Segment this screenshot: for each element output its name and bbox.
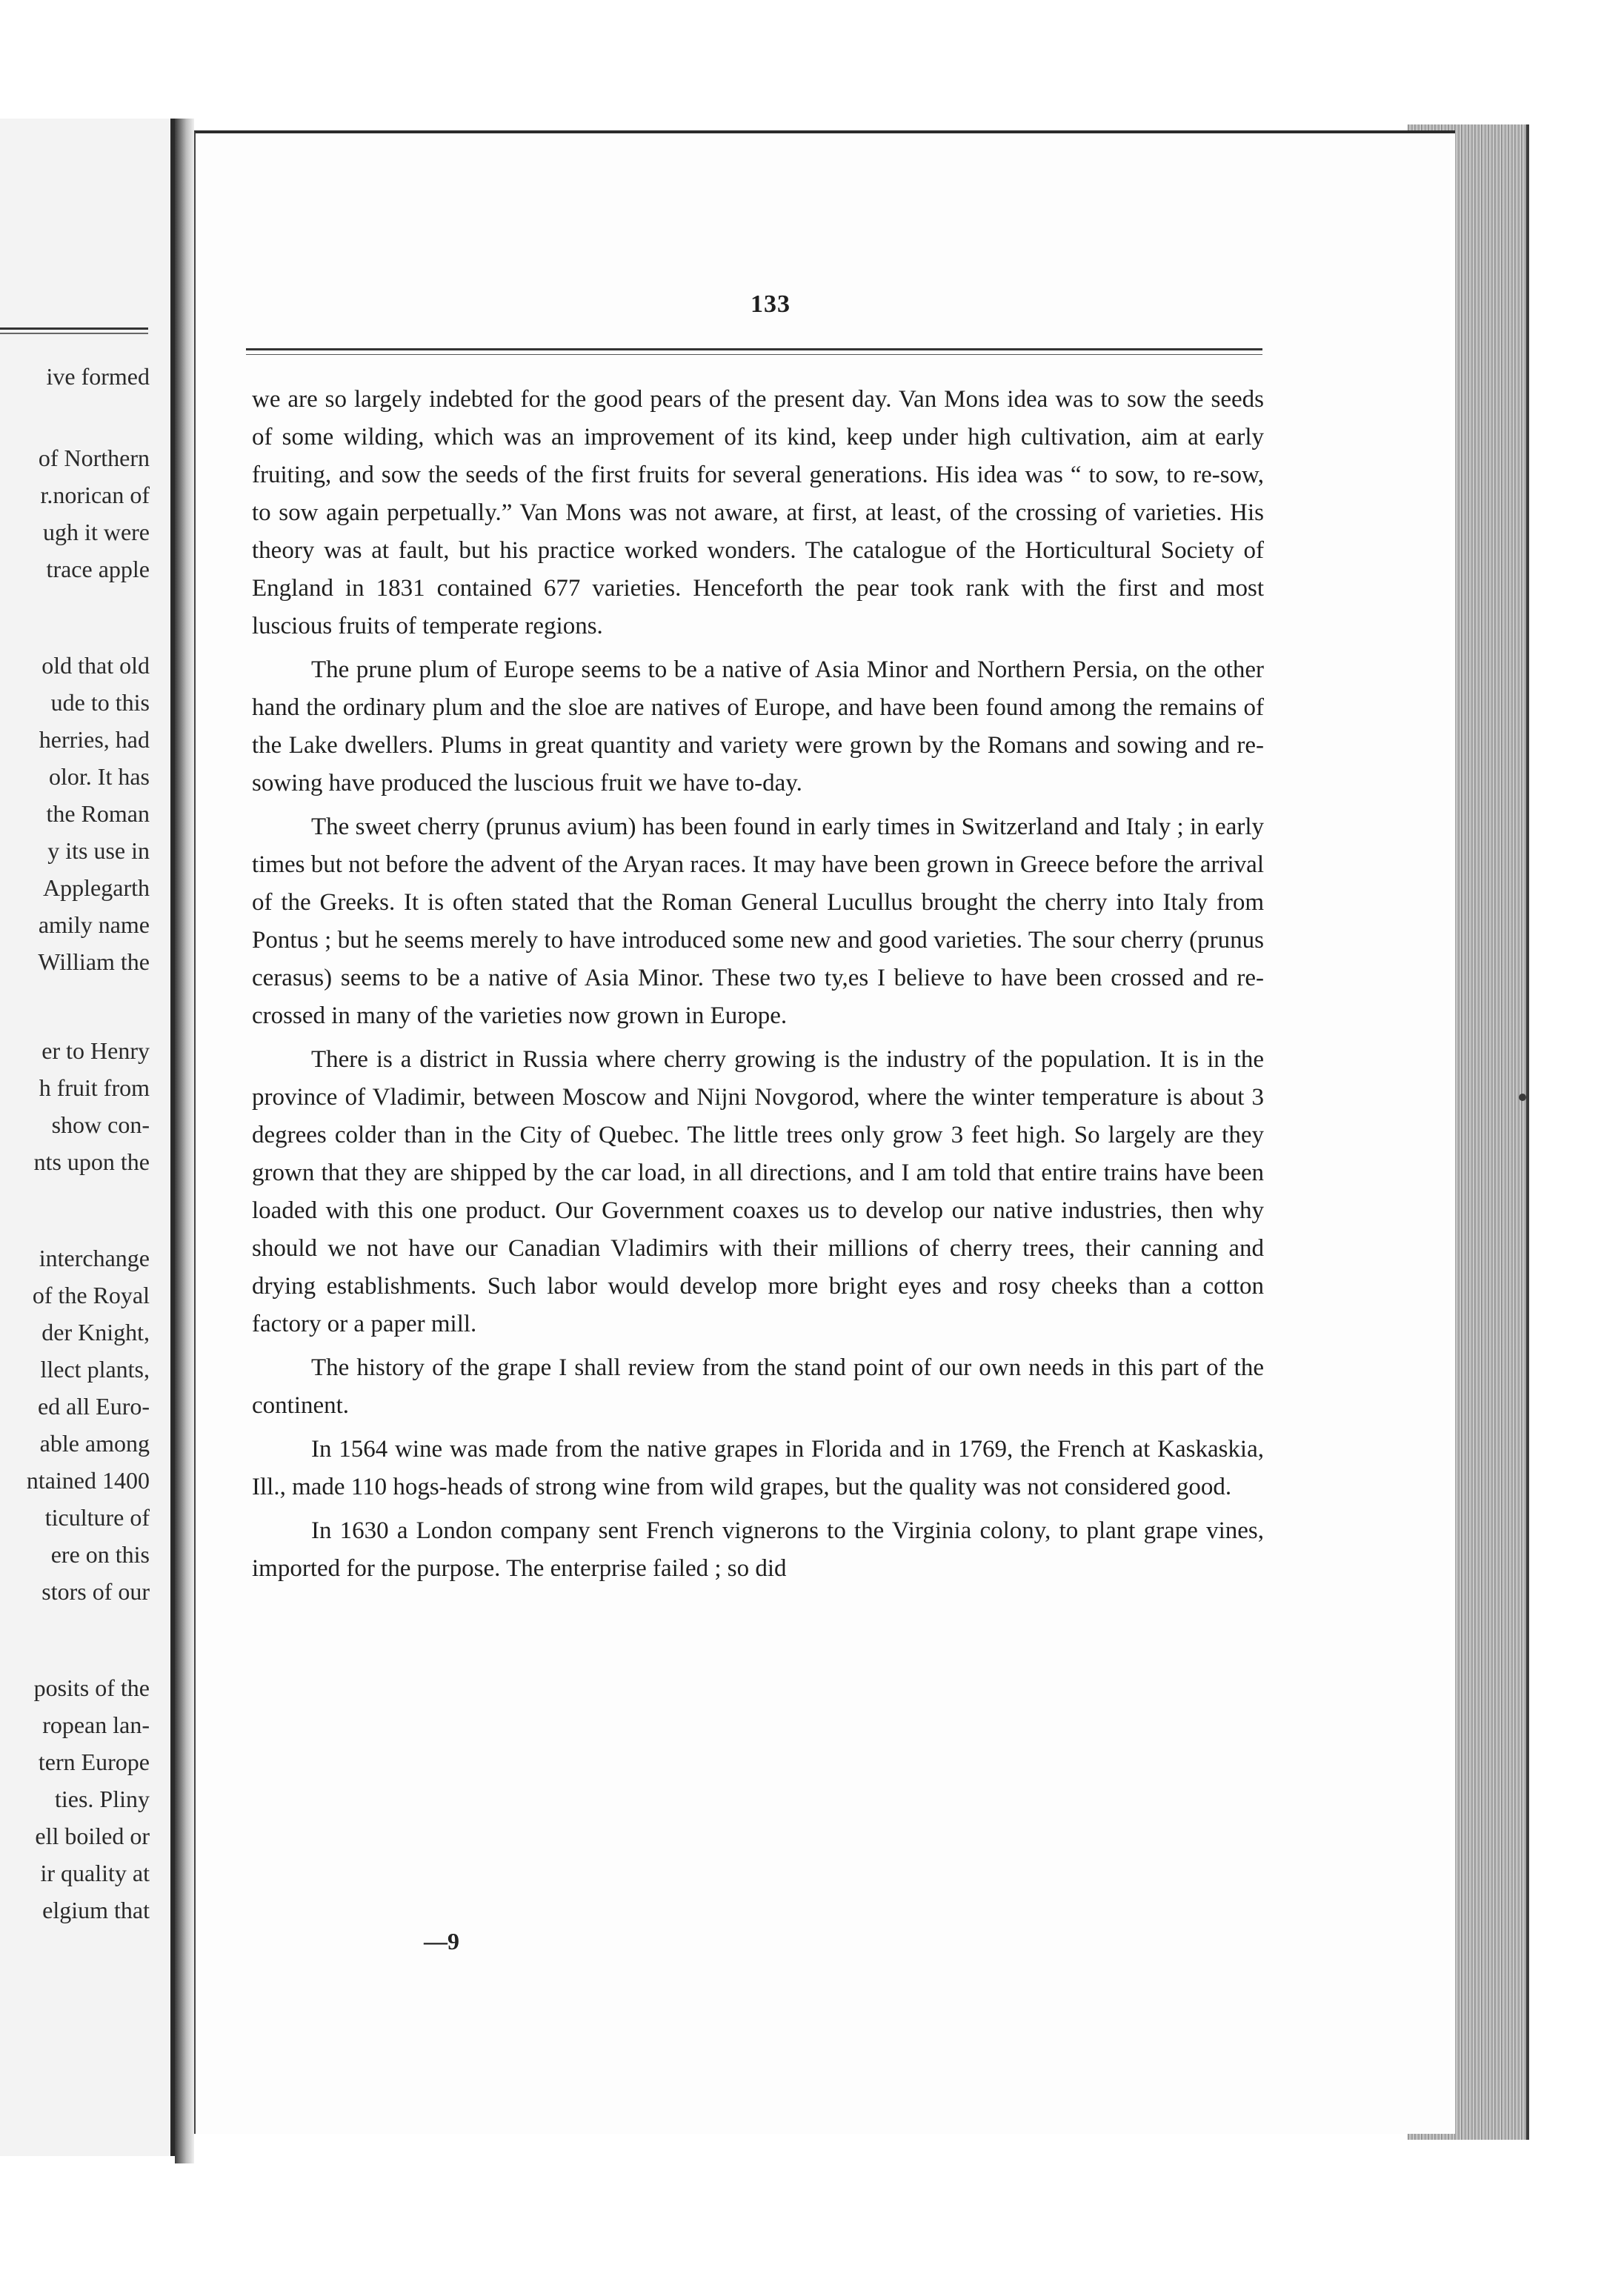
facing-page-line: r.norican of — [40, 482, 150, 508]
facing-page-line: ropean lan- — [42, 1712, 150, 1738]
facing-page-line: ell boiled or — [35, 1823, 150, 1849]
facing-page-line: ir quality at — [40, 1860, 150, 1886]
facing-page-line: h fruit from — [39, 1074, 150, 1101]
facing-page-line: the Roman — [46, 800, 150, 827]
facing-page-line: interchange — [39, 1245, 150, 1271]
facing-page-line: ties. Pliny — [54, 1786, 150, 1812]
paragraph: In 1630 a London company sent French vignerons to the Virginia colony, to plant grape vines, imported for the purpose. The enterprise failed ; so did — [252, 1517, 1264, 1582]
facing-page-line: ticulture of — [44, 1504, 150, 1531]
header-rule — [246, 348, 1262, 355]
facing-page-line: of Northern — [38, 445, 150, 471]
book-gutter — [175, 119, 194, 2163]
facing-page-line: tern Europe — [38, 1749, 150, 1775]
facing-page-line: ude to this — [50, 689, 150, 716]
facing-page-line: elgium that — [42, 1897, 150, 1923]
facing-page-line: Applegarth — [43, 874, 150, 901]
facing-page-line: show con- — [51, 1111, 150, 1138]
facing-page-fragment — [0, 119, 175, 2156]
paragraph: The sweet cherry (prunus avium) has been found in early times in Switzerland and Italy ; in early times but not before the advent of the Aryan races. It may have been grown in Greece before the arrival of the Greeks. It is often stated that the Roman General Lucullus brought the cherry into Italy from Pontus ; but he seems merely to have introduced some new and good varieties. The sour cherry (prunus cerasus) seems to be a native of Asia Minor. These two ty,es I believe to have been crossed and re-crossed in many of the varieties now grown in Europe. — [252, 814, 1264, 1029]
facing-page-line: herries, had — [39, 726, 150, 753]
facing-page-line: nts upon the — [33, 1148, 150, 1175]
facing-page-header-rule — [0, 327, 148, 334]
facing-page-line: trace apple — [46, 556, 150, 582]
facing-page-line: ntained 1400 — [26, 1467, 150, 1494]
facing-page-line: of the Royal — [32, 1282, 150, 1308]
facing-page-line: ugh it were — [43, 519, 150, 545]
facing-page-line: olor. It has — [49, 763, 150, 790]
facing-page-line: ive formed — [46, 363, 150, 390]
facing-page-line: er to Henry — [41, 1037, 150, 1064]
signature-mark: —9 — [424, 1928, 459, 1955]
paragraph: The history of the grape I shall review from the stand point of our own needs in this part of the continent. — [252, 1354, 1264, 1419]
facing-page-line: ere on this — [50, 1541, 150, 1568]
paragraph: In 1564 wine was made from the native grapes in Florida and in 1769, the French at Kaskaskia, Ill., made 110 hogs-heads of strong wine from wild grapes, but the quality was not considered good. — [252, 1436, 1264, 1500]
page-body — [252, 381, 1264, 1588]
paragraph: There is a district in Russia where cherry growing is the industry of the population. It is in the province of Vladimir, between Moscow and Nijni Novgorod, where the winter temperature is about 3 degrees colder than in the City of Quebec. The little trees only grow 3 feet high. So largely are they grown that they are shipped by the car load, in all directions, and I am told that entire trains have been loaded with this one product. Our Government coaxes us to develop our native industries, then why should we not have our Canadian Vladimirs with their millions of cherry trees, their canning and drying establishments. Such labor would develop more bright eyes and rosy cheeks than a cotton factory or a paper mill. — [252, 1046, 1264, 1337]
facing-page-line: der Knight, — [41, 1319, 150, 1345]
facing-page-line: able among — [39, 1430, 150, 1457]
facing-page-line: stors of our — [41, 1578, 150, 1605]
facing-page-line: William the — [38, 948, 150, 975]
facing-page-line: amily name — [38, 911, 150, 938]
facing-page-line: ed all Euro- — [37, 1393, 150, 1420]
paragraph: we are so largely indebted for the good pears of the present day. Van Mons idea was to sow the seeds of some wilding, which was an improvement of its kind, keep under high cultivation, aim at early fruiting, and sow the seeds of the first fruits for several generations. His idea was “ to sow, to re-sow, to sow again perpetually.” Van Mons was not aware, at first, at least, of the crossing of varieties. His theory was at fault, but his practice worked wonders. The catalogue of the Horticultural Society of England in 1831 contained 677 varieties. Henceforth the pear took rank with the first and most luscious fruits of temperate regions. — [252, 386, 1264, 639]
facing-page-line: old that old — [41, 652, 150, 679]
facing-page-line: y its use in — [47, 837, 150, 864]
paragraph: The prune plum of Europe seems to be a native of Asia Minor and Northern Persia, on the other hand the ordinary plum and the sloe are natives of Europe, and have been found among the remains of the Lake dwellers. Plums in great quantity and variety were grown by the Romans and sowing and re-sowing have produced the luscious fruit we have to-day. — [252, 656, 1264, 796]
facing-page-line: llect plants, — [40, 1356, 150, 1383]
scan-speck — [1519, 1094, 1526, 1101]
facing-page-line: posits of the — [33, 1674, 150, 1701]
